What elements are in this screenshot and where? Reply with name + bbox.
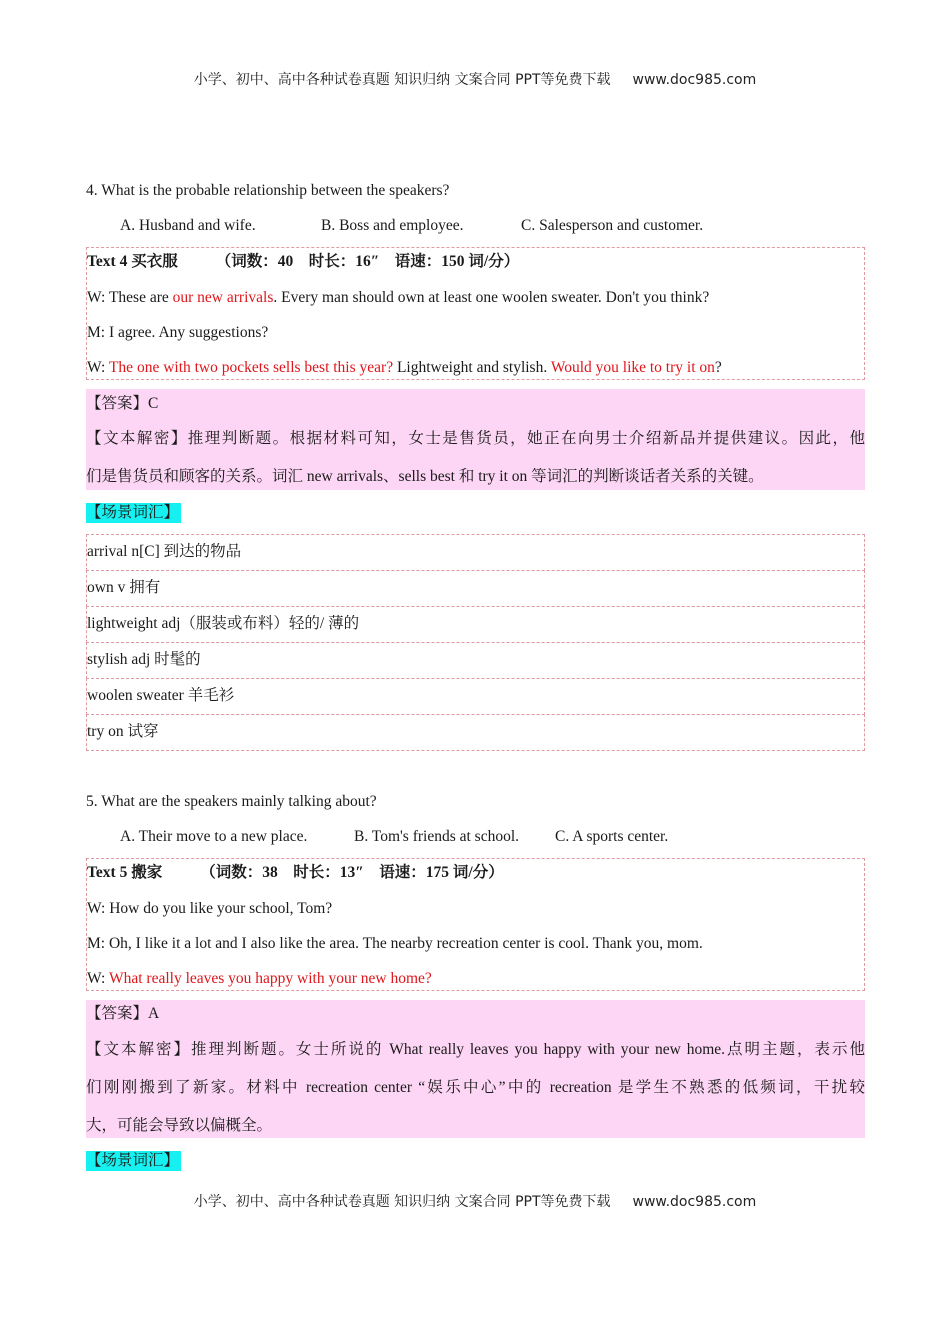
text4-l1-part-b: . Every man should own at least one woolen sweater. Don't you think? [273, 289, 710, 306]
text4-l3-part-a: W: [87, 359, 109, 376]
vocab-row [86, 714, 865, 751]
text5-transcript-box [86, 858, 865, 991]
vocab-item: stylish adj 时髦的 [87, 651, 201, 668]
text4-l1-part-a: W: These are [87, 289, 173, 306]
q5-option-a: A. Their move to a new place. [120, 828, 308, 845]
q5-option-b: B. Tom's friends at school. [354, 828, 520, 845]
text4-l1-highlight: our new arrivals [172, 289, 274, 306]
text4-l3-part-c: ? [714, 359, 722, 376]
header-text: 小学、初中、高中各种试卷真题 知识归纳 文案合同 PPT等免费下载 [193, 72, 611, 88]
q5-vocab-tag: 【场景词汇】 [86, 1152, 180, 1169]
q4-answer: 【答案】C [86, 395, 159, 412]
page-footer [0, 1191, 950, 1211]
vocab-row [86, 606, 865, 643]
text5-line-1: W: How do you like your school, Tom? [87, 900, 333, 917]
text5-stats: （词数：38 时长：13″ 语速：175 词/分） [200, 864, 504, 881]
q4-answer-panel [86, 389, 865, 490]
q5-analysis-line-2: 们刚刚搬到了新家。材料中 recreation center “娱乐中心”中的 recreation 是学生不熟悉的低频词，干扰较 [86, 1079, 865, 1096]
question-4: 4. What is the probable relationship between the speakers? [86, 182, 450, 199]
q4-analysis-line-2: 们是售货员和顾客的关系。词汇 new arrivals、sells best 和 try it on 等词汇的判断谈话者关系的关键。 [86, 468, 764, 485]
text4-line-1 [87, 288, 709, 308]
q5-option-c: C. A sports center. [555, 828, 669, 845]
vocab-item: arrival n[C] 到达的物品 [87, 543, 242, 560]
text4-heading [87, 252, 519, 272]
text4-title: Text 4 买衣服 [87, 253, 178, 270]
q4-option-c: C. Salesperson and customer. [521, 217, 704, 234]
vocab-row [86, 678, 865, 715]
q4-vocab-tag: 【场景词汇】 [86, 504, 180, 521]
text4-l3-highlight-2: Would you like to try it on [550, 359, 715, 376]
vocab-row [86, 570, 865, 607]
question-5: 5. What are the speakers mainly talking about? [86, 793, 377, 810]
vocab-item: woolen sweater 羊毛衫 [87, 687, 235, 704]
text4-l3-highlight-1: The one with two pockets sells best this year? [108, 359, 394, 376]
text5-line-3 [87, 969, 432, 989]
text4-stats: （词数：40 时长：16″ 语速：150 词/分） [215, 253, 520, 270]
footer-url[interactable]: www.doc985.com [632, 1194, 757, 1210]
q5-answer: 【答案】A [86, 1005, 160, 1022]
page-header [0, 69, 950, 89]
vocab-item: try on 试穿 [87, 723, 159, 740]
q4-option-b: B. Boss and employee. [321, 217, 464, 234]
text4-transcript-box [86, 247, 865, 380]
text4-line-2: M: I agree. Any suggestions? [87, 324, 269, 341]
text5-title: Text 5 搬家 [87, 864, 163, 881]
vocab-row [86, 642, 865, 679]
q5-analysis-line-3: 大，可能会导致以偏概全。 [86, 1117, 273, 1134]
text4-line-3 [87, 358, 722, 378]
q5-analysis-line-1: 【文本解密】推理判断题。女士所说的 What really leaves you happy with your new home.点明主题，表示他 [86, 1041, 865, 1058]
q5-answer-panel [86, 1000, 865, 1138]
text5-line-2: M: Oh, I like it a lot and I also like the area. The nearby recreation center is cool. Thank you, mom. [87, 935, 703, 952]
text5-l3-highlight: What really leaves you happy with your new home? [108, 970, 432, 987]
text4-l3-part-b: Lightweight and stylish. [393, 359, 551, 376]
footer-text: 小学、初中、高中各种试卷真题 知识归纳 文案合同 PPT等免费下载 [193, 1194, 611, 1210]
q4-analysis-line-1: 【文本解密】推理判断题。根据材料可知，女士是售货员，她正在向男士介绍新品并提供建议。因此，他 [86, 430, 865, 447]
text5-l3-part-a: W: [87, 970, 109, 987]
header-url[interactable]: www.doc985.com [632, 72, 757, 88]
q4-option-a: A. Husband and wife. [120, 217, 256, 234]
vocab-item: lightweight adj（服装或布料）轻的/ 薄的 [87, 615, 360, 632]
text5-heading [87, 863, 504, 883]
vocab-row [86, 534, 865, 571]
vocab-item: own v 拥有 [87, 579, 161, 596]
